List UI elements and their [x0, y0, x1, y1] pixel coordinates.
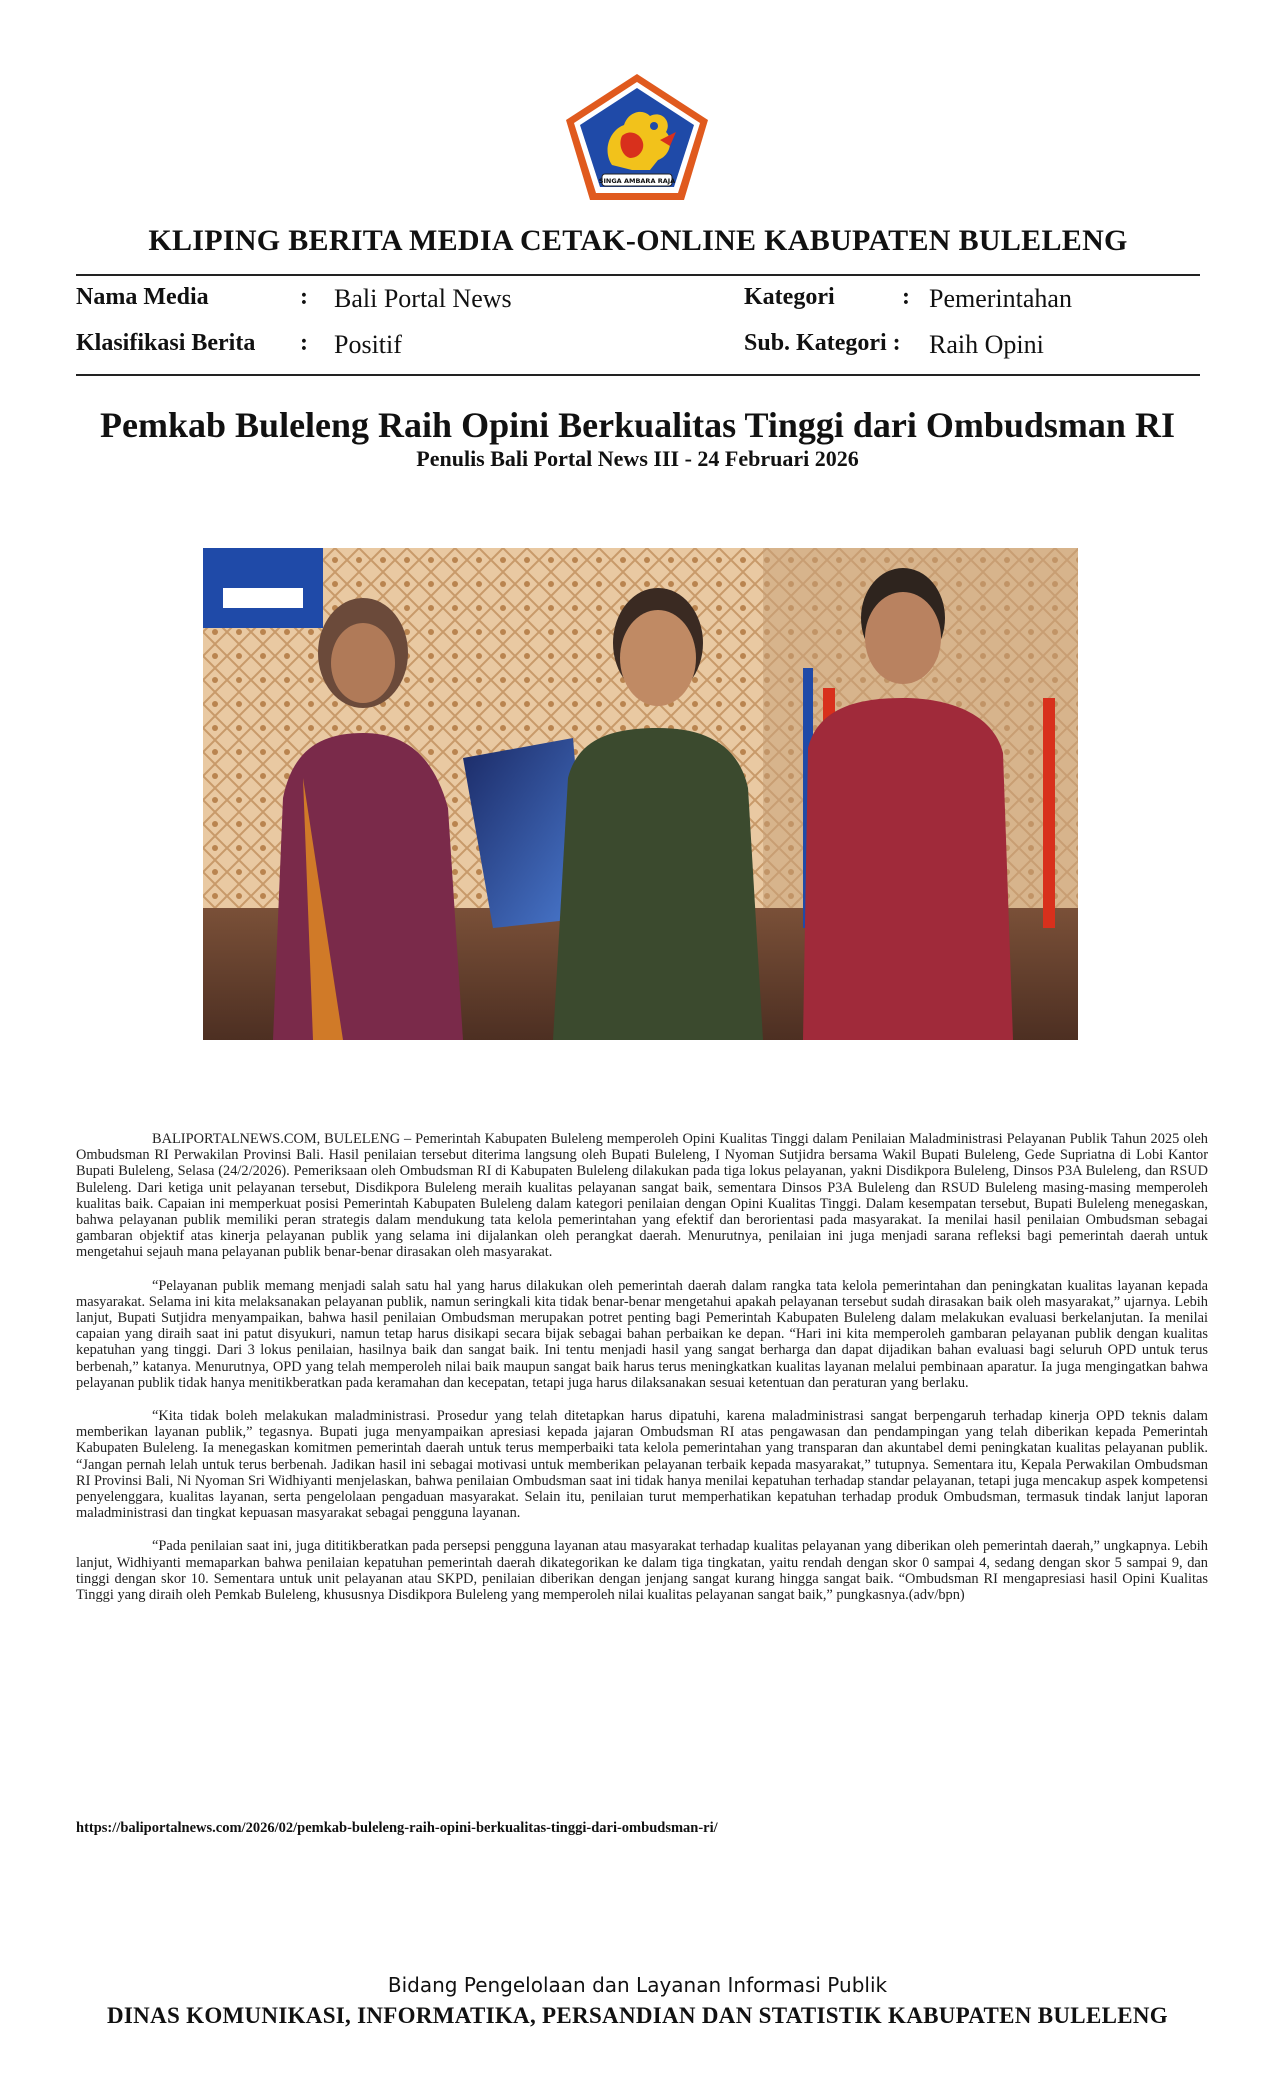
- sub-kategori-value: Raih Opini: [929, 330, 1044, 359]
- article-paragraph: “Pada penilaian saat ini, juga dititikberatkan pada persepsi pengguna layanan atau masyarakat terhadap kualitas pelayanan yang diberikan oleh pemerintah daerah,” ungkapnya. Lebih lanjut, Widhiyanti memaparkan bahwa penilaian kepatuhan pemerintah daerah dikategorikan ke dalam tiga tingkatan, yaitu rendah dengan skor 0 sampai 4, sedang dengan skor 5 sampai 9, dan tinggi dengan skor 10. Sementara untuk unit pelayanan atau SKPD, penilaian diberikan dengan jenjang sangat kurang hingga sangat baik. “Ombudsman RI mengapresiasi hasil Opini Kualitas Tinggi yang diraih oleh Pemkab Buleleng, khususnya Disdikpora Buleleng yang memperoleh nilai kualitas pelayanan sangat baik,” pungkasnya.(adv/bpn): [76, 1538, 1208, 1604]
- buleleng-emblem-icon: [562, 70, 712, 204]
- source-link[interactable]: https://baliportalnews.com/2026/02/pemkab-buleleng-raih-opini-berkualitas-tinggi-dari-ombudsman-ri/: [76, 1820, 718, 1836]
- footer-agency: DINAS KOMUNIKASI, INFORMATIKA, PERSANDIAN DAN STATISTIK KABUPATEN BULELENG: [107, 2003, 1168, 2028]
- kategori-label: Kategori: [744, 284, 835, 310]
- klasifikasi-label: Klasifikasi Berita: [76, 330, 256, 356]
- article-paragraph: “Pelayanan publik memang menjadi salah satu hal yang harus dilakukan oleh pemerintah daerah dalam rangka tata kelola pemerintahan dan peningkatan kualitas layanan kepada masyarakat. Selama ini kita melaksanakan pelayanan publik, namun seringkali kita tidak benar-benar mengetahui apakah pelayanan tersebut sudah dirasakan baik oleh masyarakat,” ujarnya. Lebih lanjut, Bupati Sutjidra menyampaikan, bahwa hasil penilaian Ombudsman merupakan potret penting bagi Pemerintah Kabupaten Buleleng dalam melakukan evaluasi berkelanjutan. Ia menilai capaian yang diraih saat ini patut disyukuri, namun tetap harus disikapi secara bijak sebagai bahan perbaikan ke depan. “Hari ini kita memperoleh gambaran pelayanan publik dengan kualitas kepatuhan yang tinggi. Dari 3 lokus penilaian, hasilnya baik dan sangat baik. Ini tentu menjadi hasil yang sangat berharga dan dapat dijadikan bahan evaluasi bagi seluruh OPD untuk terus berbenah,” katanya. Menurutnya, OPD yang telah memperoleh nilai baik maupun sangat baik harus terus meningkatkan kualitas layanan melalui pembinaan aparatur. Ia juga mengingatkan bahwa pelayanan publik tidak hanya menitikberatkan pada keramahan dan kecepatan, tetapi juga harus dilaksanakan sesuai ketentuan dan peraturan yang berlaku.: [76, 1277, 1208, 1391]
- klasifikasi-value: Positif: [334, 330, 402, 359]
- sub-kategori-label: Sub. Kategori :: [744, 330, 901, 356]
- footer-division: Bidang Pengelolaan dan Layanan Informasi Publik: [387, 1973, 888, 1997]
- article-body: [76, 1131, 1208, 1620]
- logo-motto: SINGA AMBARA RAJA: [598, 177, 676, 185]
- buleleng-logo: [562, 70, 712, 204]
- article-paragraph: “Kita tidak boleh melakukan maladministrasi. Prosedur yang telah ditetapkan harus dipatuhi, karena maladministrasi sangat berpengaruh terhadap kinerja OPD teknis dalam memberikan layanan publik,” tegasnya. Bupati juga menyampaikan apresiasi kepada jajaran Ombudsman RI atas pengawasan dan pendampingan yang telah diberikan kepada Pemerintah Kabupaten Buleleng. Ia menegaskan komitmen pemerintah daerah untuk terus memperbaiki tata kelola pemerintahan yang transparan dan akuntabel demi peningkatan kualitas pelayanan publik. “Jangan pernah lelah untuk terus berbenah. Jadikan hasil ini sebagai motivasi untuk memberikan pelayanan terbaik kepada masyarakat,” tutupnya. Sementara itu, Kepala Perwakilan Ombudsman RI Provinsi Bali, Ni Nyoman Sri Widhiyanti menjelaskan, bahwa penilaian Ombudsman saat ini tidak hanya menilai kepatuhan terhadap standar pelayanan, tetapi juga mencakup aspek kompetensi penyelenggara, kualitas layanan, serta pengelolaan pengaduan masyarakat. Selain itu, penilaian turut memperhatikan kepatuhan terhadap produk Ombudsman, termasuk tindak lanjut laporan maladministrasi dan tingkat kepuasan masyarakat sebagai pengguna layanan.: [76, 1408, 1208, 1522]
- article-headline: Pemkab Buleleng Raih Opini Berkualitas Tinggi dari Ombudsman RI: [100, 405, 1175, 445]
- meta-divider: [76, 374, 1200, 376]
- kategori-colon: :: [902, 284, 910, 310]
- nama-media-label: Nama Media: [76, 284, 209, 310]
- article-byline: Penulis Bali Portal News III - 24 Februari 2026: [416, 446, 859, 471]
- nama-media-value: Bali Portal News: [334, 284, 512, 313]
- klasifikasi-colon: :: [300, 330, 308, 356]
- nama-media-colon: :: [300, 284, 308, 310]
- clipping-title: KLIPING BERITA MEDIA CETAK-ONLINE KABUPATEN BULELENG: [148, 224, 1128, 257]
- article-photo: [203, 548, 1078, 1040]
- article-paragraph: BALIPORTALNEWS.COM, BULELENG – Pemerintah Kabupaten Buleleng memperoleh Opini Kualitas Tinggi dalam Penilaian Maladministrasi Pelayanan Publik Tahun 2025 oleh Ombudsman RI Perwakilan Provinsi Bali. Hasil penilaian tersebut diterima langsung oleh Bupati Buleleng, I Nyoman Sutjidra bersama Wakil Bupati Buleleng, Gede Supriatna di Lobi Kantor Bupati Buleleng, Selasa (24/2/2026). Pemeriksaan oleh Ombudsman RI di Kabupaten Buleleng dilakukan pada tiga lokus pelayanan, yakni Disdikpora Buleleng, Dinsos P3A Buleleng, dan RSUD Buleleng. Dari ketiga unit pelayanan tersebut, Disdikpora Buleleng meraih kualitas pelayanan sangat baik, sementara Dinsos P3A Buleleng dan RSUD Buleleng masing-masing memperoleh kualitas baik. Capaian ini memperkuat posisi Pemerintah Kabupaten Buleleng dalam kategori penilaian dengan Opini Kualitas Tinggi. Dalam kesempatan tersebut, Bupati Buleleng menegaskan, bahwa pelayanan publik memiliki peran strategis dalam mendukung tata kelola pemerintahan yang efektif dan berorientasi pada masyarakat. Ia menilai hasil penilaian Ombudsman sebagai gambaran objektif atas kinerja pelayanan publik yang selama ini dijalankan oleh perangkat daerah. Menurutnya, penilaian ini juga menjadi sarana refleksi bagi pemerintah daerah untuk mengetahui sejauh mana pelayanan publik benar-benar dirasakan oleh masyarakat.: [76, 1131, 1208, 1261]
- top-divider: [76, 274, 1200, 276]
- kategori-value: Pemerintahan: [929, 284, 1072, 313]
